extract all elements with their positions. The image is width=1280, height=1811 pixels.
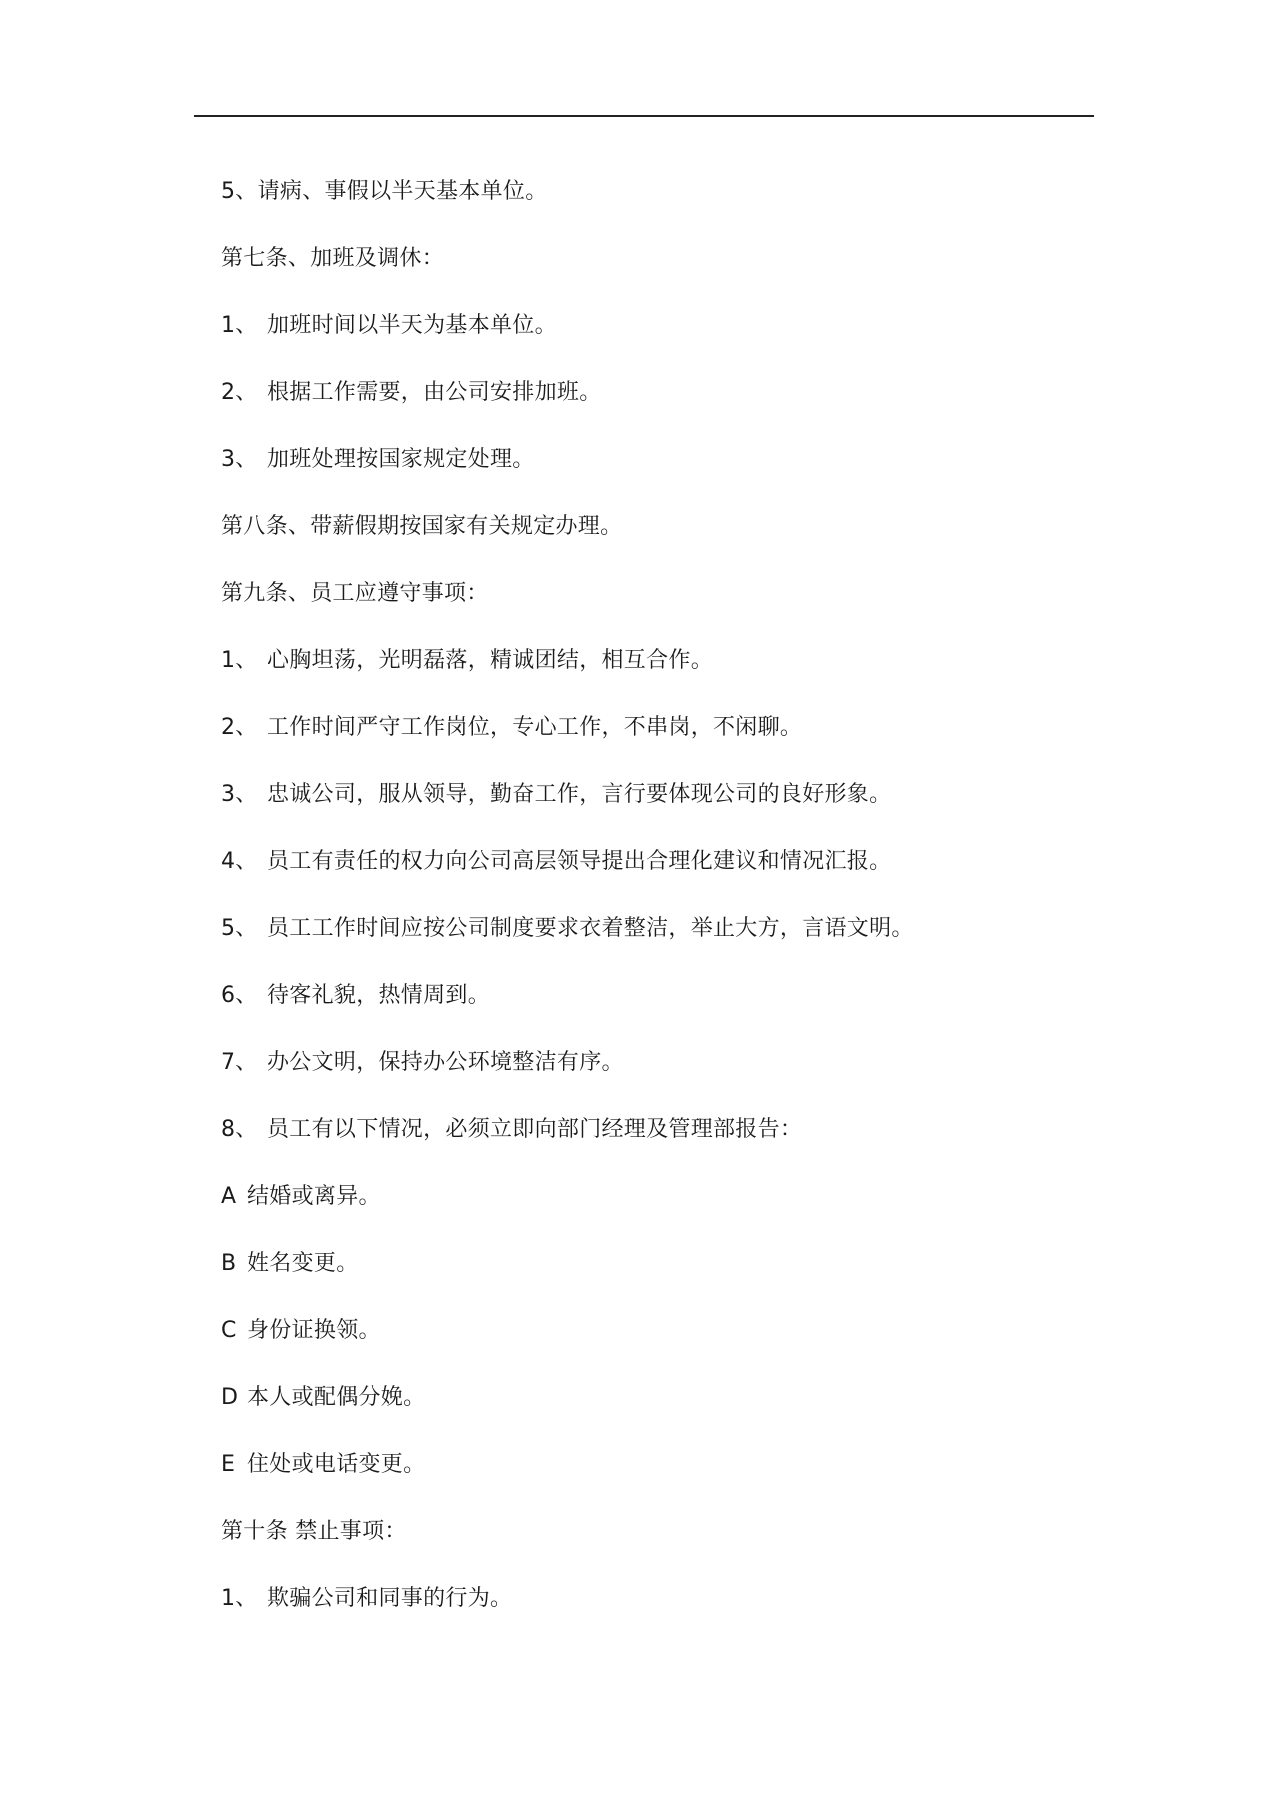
sub-item [221, 1374, 1081, 1441]
list-item [221, 1575, 1081, 1642]
list-number: 1、 [221, 648, 258, 673]
sub-item-text: 身份证换领。 [247, 1318, 381, 1343]
list-number: 2、 [221, 380, 258, 405]
list-item [221, 369, 1081, 436]
sub-item-letter: D [221, 1385, 239, 1410]
heading-text: 第十条 禁止事项： [221, 1519, 407, 1544]
sub-item-text: 结婚或离异。 [247, 1184, 381, 1209]
sub-item-letter: E [221, 1452, 236, 1477]
list-number: 3、 [221, 447, 258, 472]
list-item [221, 972, 1081, 1039]
heading-text: 第七条、加班及调休： [221, 246, 445, 271]
list-number: 5、 [221, 916, 258, 941]
section-heading [221, 1508, 1081, 1575]
sub-item-text: 住处或电话变更。 [247, 1452, 426, 1477]
sub-item-text: 姓名变更。 [247, 1251, 359, 1276]
sub-item [221, 1441, 1081, 1508]
header-rule [194, 115, 1094, 117]
list-text: 心胸坦荡，光明磊落，精诚团结，相互合作。 [267, 648, 714, 673]
list-item [221, 1039, 1081, 1106]
list-number: 7、 [221, 1050, 258, 1075]
list-number: 3、 [221, 782, 258, 807]
list-text: 根据工作需要，由公司安排加班。 [267, 380, 602, 405]
paragraph [221, 168, 1081, 235]
list-item [221, 704, 1081, 771]
list-text: 忠诚公司，服从领导，勤奋工作，言行要体现公司的良好形象。 [267, 782, 892, 807]
sub-item [221, 1173, 1081, 1240]
list-text: 工作时间严守工作岗位，专心工作，不串岗，不闲聊。 [267, 715, 803, 740]
list-text: 待客礼貌，热情周到。 [267, 983, 491, 1008]
list-text: 欺骗公司和同事的行为。 [267, 1586, 513, 1611]
list-text: 员工有以下情况，必须立即向部门经理及管理部报告： [267, 1117, 803, 1142]
list-text: 员工有责任的权力向公司高层领导提出合理化建议和情况汇报。 [267, 849, 892, 874]
section-heading [221, 235, 1081, 302]
sub-item-text: 本人或配偶分娩。 [247, 1385, 426, 1410]
section-heading [221, 570, 1081, 637]
list-number: 6、 [221, 983, 258, 1008]
heading-text: 第九条、员工应遵守事项： [221, 581, 489, 606]
sub-item-letter: B [221, 1251, 237, 1276]
sub-item [221, 1240, 1081, 1307]
paragraph-text: 5、请病、事假以半天基本单位。 [221, 179, 548, 204]
list-item [221, 1106, 1081, 1173]
list-text: 加班时间以半天为基本单位。 [267, 313, 557, 338]
list-text: 办公文明，保持办公环境整洁有序。 [267, 1050, 624, 1075]
list-number: 1、 [221, 313, 258, 338]
list-item [221, 771, 1081, 838]
sub-item-letter: A [221, 1184, 237, 1209]
document-body [221, 168, 1081, 1642]
section-heading [221, 503, 1081, 570]
sub-item-letter: C [221, 1318, 237, 1343]
list-number: 2、 [221, 715, 258, 740]
heading-text: 第八条、带薪假期按国家有关规定办理。 [221, 514, 623, 539]
list-item [221, 637, 1081, 704]
list-text: 员工工作时间应按公司制度要求衣着整洁，举止大方，言语文明。 [267, 916, 914, 941]
list-text: 加班处理按国家规定处理。 [267, 447, 535, 472]
list-item [221, 905, 1081, 972]
list-number: 1、 [221, 1586, 258, 1611]
list-item [221, 302, 1081, 369]
list-number: 8、 [221, 1117, 258, 1142]
sub-item [221, 1307, 1081, 1374]
list-item [221, 838, 1081, 905]
list-number: 4、 [221, 849, 258, 874]
list-item [221, 436, 1081, 503]
